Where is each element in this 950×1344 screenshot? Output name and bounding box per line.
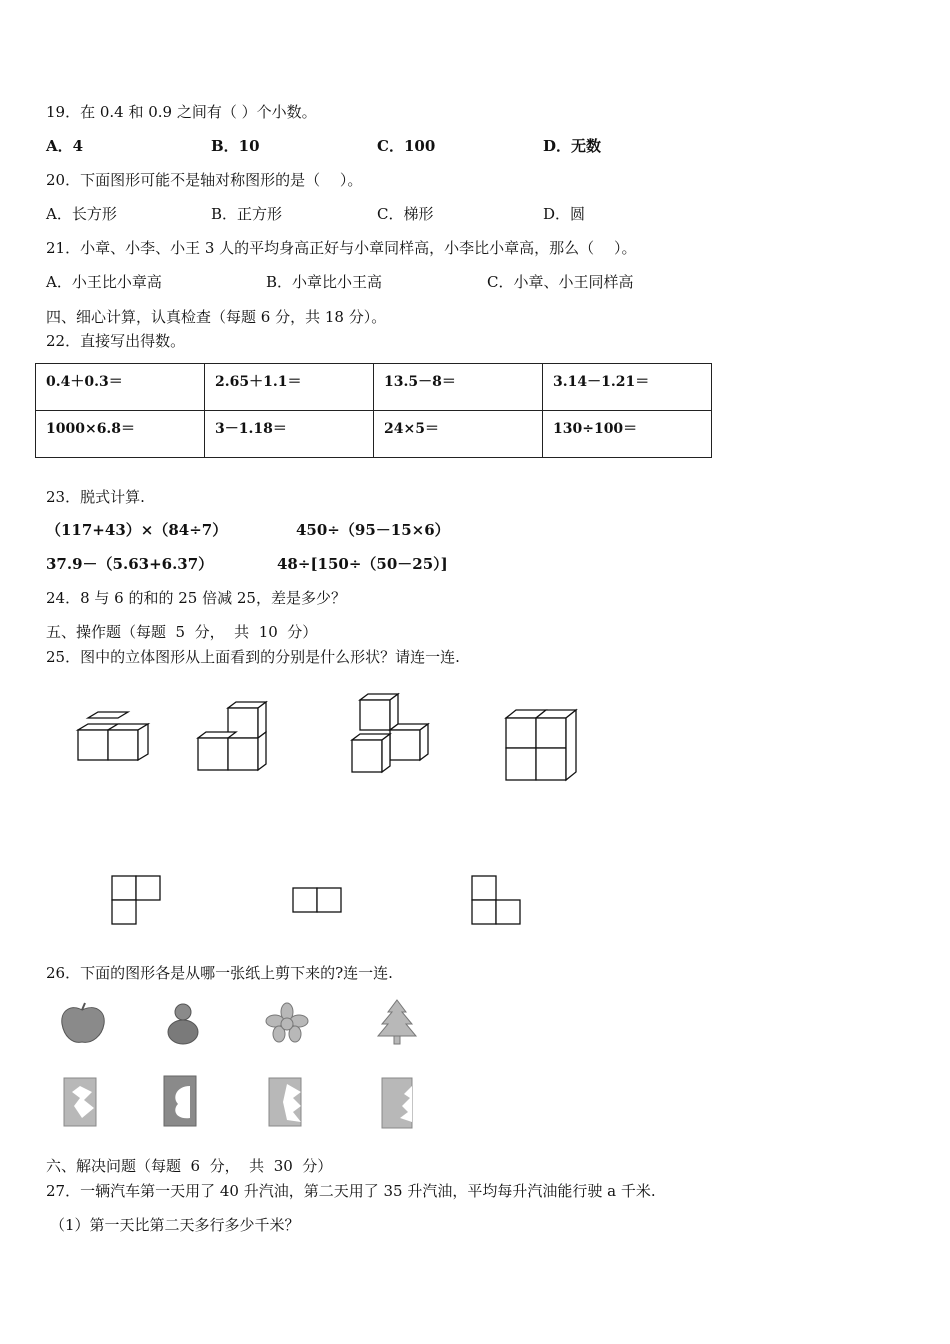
section-4-title: 四、细心计算，认真检查（每题 6 分，共 18 分）。 [46,308,387,326]
q19-option-b: B．10 [211,137,260,155]
table-cell: 3.14－1.21＝ [543,364,712,411]
cube-solid-1 [70,712,160,774]
q21-option-a: A．小王比小章高 [46,273,162,291]
section-5-title: 五、操作题（每题 5 分， 共 10 分） [46,623,318,641]
table-cell: 24×5＝ [374,411,543,458]
question-23-stem: 23．脱式计算. [46,488,145,506]
l-shape-view [110,874,166,926]
question-26-stem: 26．下面的图形各是从哪一张纸上剪下来的?连一连. [46,964,393,982]
paper-3 [265,1076,305,1128]
question-21-stem: 21．小章、小李、小王 3 人的平均身高正好与小章同样高，小李比小章高，那么（ ）。 [46,239,637,257]
table-cell: 1000×6.8＝ [36,411,205,458]
q19-option-d: D．无数 [543,137,602,155]
table-cell: 13.5－8＝ [374,364,543,411]
question-27-sub-1: （1）第一天比第二天多行多少千米？ [50,1216,300,1234]
q19-option-c: C．100 [377,137,436,155]
flower-cutout [264,1002,310,1044]
tree-cutout [376,998,418,1046]
paper-1 [60,1076,100,1128]
question-22-stem: 22．直接写出得数。 [46,332,186,350]
q21-option-b: B．小章比小王高 [266,273,383,291]
question-27-stem: 27．一辆汽车第一天用了 40 升汽油，第二天用了 35 升汽油，平均每升汽油能行驶 a 千米. [46,1182,656,1200]
table-row [36,411,712,458]
q23-expression-3: 37.9－（5.63+6.37） [46,555,214,573]
question-25-stem: 25．图中的立体图形从上面看到的分别是什么形状？请连一连. [46,648,460,666]
q20-option-a: A．长方形 [46,205,117,223]
table-cell: 3－1.18＝ [205,411,374,458]
question-20-stem: 20．下面图形可能不是轴对称图形的是（ ）。 [46,171,363,189]
paper-2 [160,1074,200,1128]
two-squares-view [291,886,345,916]
paper-4 [378,1076,418,1130]
l-shape-view-2 [470,874,526,926]
apple-cutout [58,1002,108,1046]
q21-option-c: C．小章、小王同样高 [487,273,634,291]
gourd-cutout [163,1000,203,1046]
section-6-title: 六、解决问题（每题 6 分， 共 30 分） [46,1157,333,1175]
question-24-stem: 24．8 与 6 的和的 25 倍减 25，差是多少？ [46,589,346,607]
table-cell: 2.65＋1.1＝ [205,364,374,411]
mental-math-table [35,363,712,458]
q23-expression-1: （117+43）×（84÷7） [46,521,228,539]
cube-solid-2 [194,700,284,776]
table-row [36,364,712,411]
table-cell: 130÷100＝ [543,411,712,458]
q23-expression-2: 450÷（95－15×6） [296,521,450,539]
q23-expression-4: 48÷[150÷（50－25）] [277,555,448,573]
q19-option-a: A．4 [46,137,84,155]
q20-option-b: B．正方形 [211,205,283,223]
question-19-stem: 19．在 0.4 和 0.9 之间有（ ）个小数。 [46,103,317,121]
cube-solid-3 [346,692,436,778]
q20-option-c: C．梯形 [377,205,434,223]
table-cell: 0.4＋0.3＝ [36,364,205,411]
q20-option-d: D．圆 [543,205,586,223]
cube-solid-4 [500,704,590,784]
